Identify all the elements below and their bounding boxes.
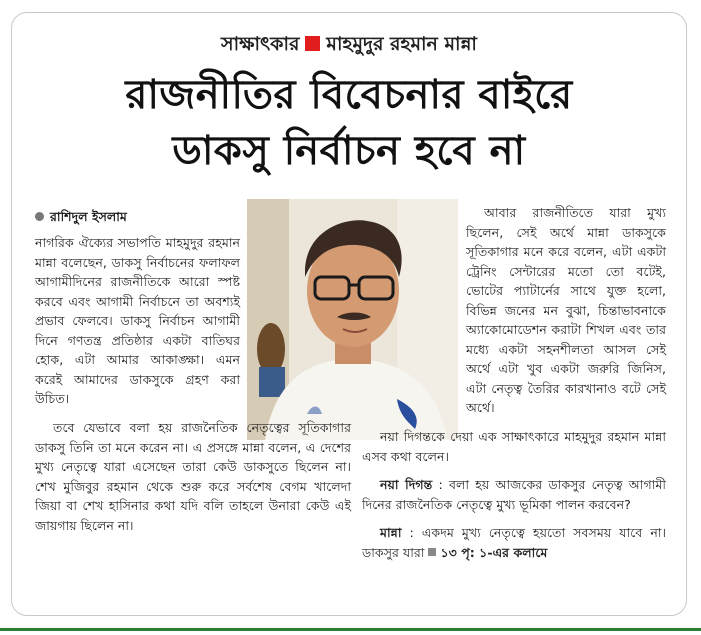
kicker-name: মাহমুদুর রহমান মান্না: [326, 33, 477, 55]
footer-rule: [0, 628, 701, 631]
column-right: [466, 203, 666, 427]
square-bullet-icon: [428, 548, 436, 556]
qa-section: [362, 427, 666, 571]
paragraph: আবার রাজনীতিতে যারা মুখ্য ছিলেন, সেই অর্থে মান্না ডাকসুকে সূতিকাগার মনে করে বলেন, এটা একটা ট্রেনিং সেন্টারের মতো তো বটেই, ভোটের প্যাটার্নের সাথে যুক্ত হলো, বিভিন্ন জনের মন বুঝা, চিন্তাভাবনাকে অ্যাকোমোডেশন করাটা শিখল এবং তার মধ্যে একটা সহনশীলতা আসল সেই অর্থে এটা খুব একটা জরুরি জিনিস, এটা নেতৃত্ব তৈরির কারখানাও বটে সেই অর্থে।: [466, 205, 666, 415]
headline-line-1: রাজনীতির বিবেচনার বাইরে: [125, 71, 573, 118]
kicker: [12, 30, 686, 62]
byline-author: রাশিদুল ইসলাম: [50, 209, 127, 224]
answer-label: মান্না: [380, 525, 402, 540]
headline-line-2: ডাকসু নির্বাচন হবে না: [172, 127, 526, 174]
column-left-bottom: [35, 418, 351, 544]
question-label: নয়া দিগন্ত: [380, 477, 433, 492]
interviewee-photo: [247, 199, 458, 440]
continued-jump: ১৩ পৃ: ১-এর কলামে: [440, 544, 548, 560]
qa-answer: [362, 523, 666, 562]
paragraph: তবে যেভাবে বলা হয় রাজনৈতিক নেতৃত্বের সূতিকাগার ডাকসু তিনি তা মনে করেন না। এ প্রসঙ্গে মান্না বলেন, এ দেশের মুখ্য নেতৃত্বে যারা এসেছেন তারা কেউ ডাকসুতে ছিলেন না। শেখ মুজিবুর রহমান থেকে শুরু করে সর্বশেষ বেগম খালেদা জিয়া বা শেখ হাসিনার কথা যদি বলি তাহলে উনারা কেউ এই জায়গায় ছিলেন না।: [35, 420, 351, 533]
paragraph: নাগরিক ঐক্যের সভাপতি মাহমুদুর রহমান মান্না বলেছেন, ডাকসু নির্বাচনের ফলাফল আগামীদিনের রাজনীতিকে আরো স্পষ্ট করবে এবং আগামী নির্বাচনে তা অবশ্যই প্রভাব ফেলবে। ডাকসু নির্বাচন আগামী দিনে গণতন্ত্র প্রতিষ্ঠার একটা বাতিঘর হোক, এটা আমার আকাঙ্ক্ষা। এমন করেই আমাদের ডাকসুকে গ্রহণ করা উচিত।: [35, 235, 240, 406]
answer-text: : একদম মুখ্য নেতৃত্বে হয়তো সবসময় যাবে না। ডাকসুর যারা: [362, 525, 666, 560]
byline: [35, 209, 127, 229]
question-text: : বলা হয় আজকের ডাকসুর নেতৃত্ব আগামী দিনের রাজনৈতিক নেতৃত্বে মুখ্য ভূমিকা পালন করবেন?: [362, 477, 667, 512]
portrait-image: [247, 199, 458, 440]
qa-intro: নয়া দিগন্তকে দেয়া এক সাক্ষাৎকারে মাহমুদুর রহমান মান্না এসব কথা বলেন।: [362, 429, 666, 464]
article-card: [11, 12, 687, 616]
qa-question: [362, 475, 666, 514]
headline: [12, 67, 686, 179]
red-square-icon: [305, 36, 320, 51]
kicker-section: সাক্ষাৎকার: [221, 33, 300, 55]
column-left: [35, 233, 240, 418]
bullet-icon: [35, 212, 44, 221]
